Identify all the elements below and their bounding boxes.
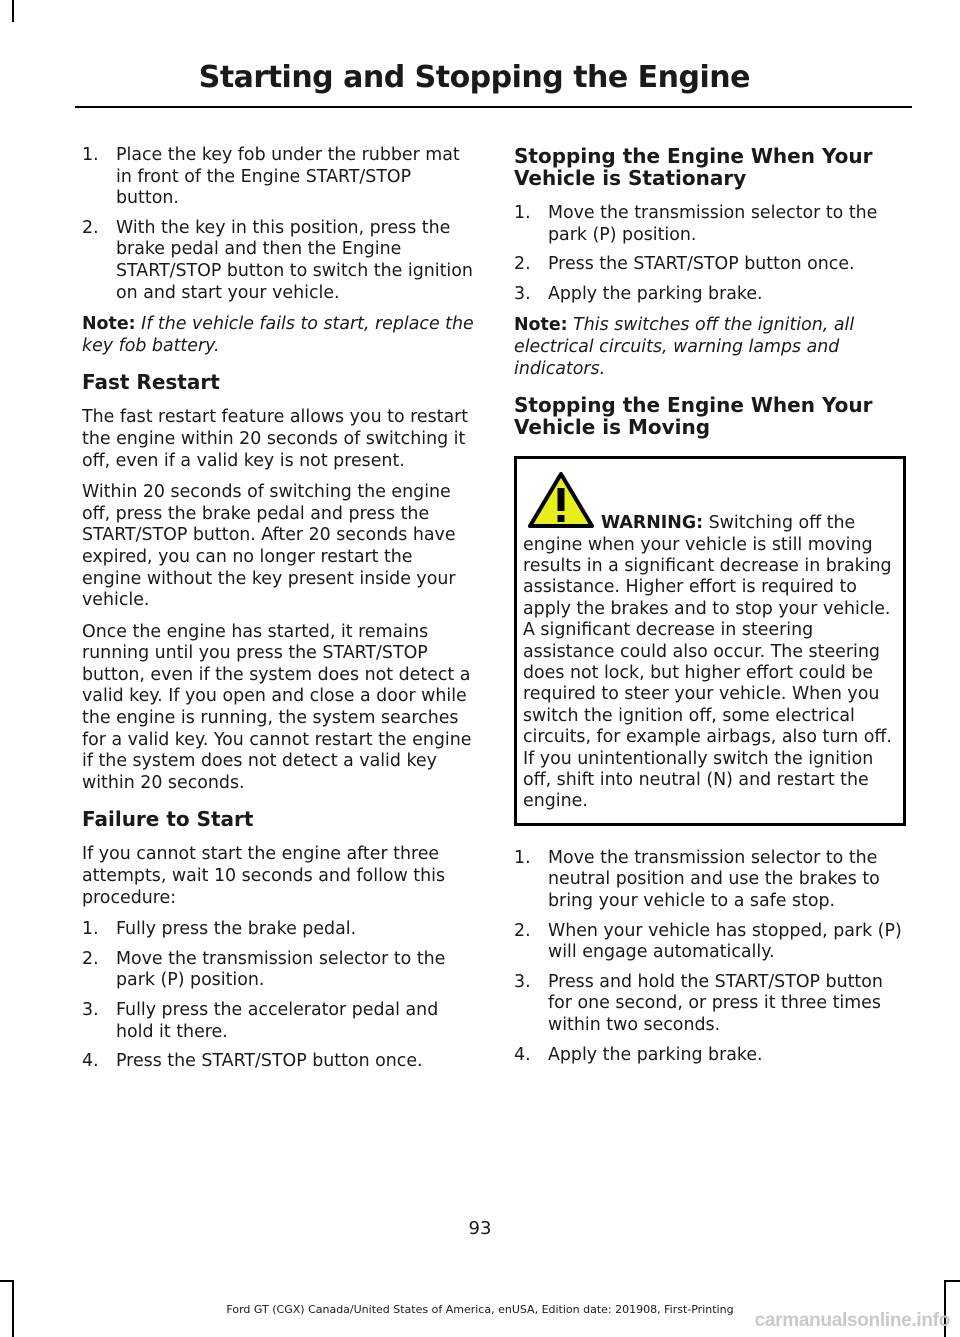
list-item: 3. Fully press the accelerator pedal and hold it there. bbox=[82, 1000, 439, 1042]
list-item: 1. Move the transmission selector to the park (P) position. bbox=[514, 203, 878, 245]
list-item: 1. Place the key fob under the rubber mat in front of the Engine START/STOP button. bbox=[82, 145, 460, 209]
list-item: 4. Apply the parking brake. bbox=[514, 1044, 763, 1065]
list-item: 3. Apply the parking brake. bbox=[514, 283, 763, 304]
right-column bbox=[514, 145, 906, 1076]
key-fob-steps bbox=[82, 145, 474, 304]
list-item: 2. With the key in this position, press the brake pedal and then the Engine START/STOP button to switch the ignition on and start your vehicle. bbox=[82, 217, 473, 303]
warning-label: WARNING: bbox=[601, 513, 704, 534]
heading-stopping-stationary: Stopping the Engine When Your Vehicle is Stationary bbox=[514, 144, 873, 190]
page-number: 93 bbox=[468, 1218, 492, 1239]
watermark: carmanualsonline.info bbox=[754, 1310, 950, 1331]
left-column bbox=[82, 145, 474, 1083]
heading-failure-to-start: Failure to Start bbox=[82, 807, 254, 832]
list-item: 2. When your vehicle has stopped, park (P) will engage automatically. bbox=[514, 920, 902, 963]
footer-edition: Ford GT (CGX) Canada/United States of America, enUSA, Edition date: 201908, First-Printing bbox=[226, 1303, 734, 1316]
list-item: 1. Fully press the brake pedal. bbox=[82, 919, 357, 940]
page-header-title: Starting and Stopping the Engine bbox=[198, 60, 750, 95]
fast-restart-paragraph-2: Within 20 seconds of switching the engine off, press the brake pedal and press the START/STOP button. After 20 seconds have expired, you can no longer restart the engine without the key present inside your vehicle. bbox=[82, 482, 456, 611]
note-stationary: Note: This switches off the ignition, all electrical circuits, warning lamps and indicators. bbox=[514, 315, 855, 379]
note-key-fob: Note: If the vehicle fails to start, replace the key fob battery. bbox=[82, 314, 474, 356]
list-item: 1. Move the transmission selector to the neutral position and use the brakes to bring your vehicle to a safe stop. bbox=[514, 847, 880, 912]
moving-steps bbox=[514, 848, 906, 1066]
warning-triangle-icon bbox=[527, 471, 595, 529]
failure-intro: If you cannot start the engine after three attempts, wait 10 seconds and follow this procedure: bbox=[82, 844, 446, 908]
list-item: 2. Press the START/STOP button once. bbox=[514, 254, 855, 275]
fast-restart-paragraph-1: The fast restart feature allows you to restart the engine within 20 seconds of switching it off, even if a valid key is not present. bbox=[82, 407, 469, 471]
list-item: 3. Press and hold the START/STOP button for one second, or press it three times within two seconds. bbox=[514, 971, 883, 1035]
warning-text: Switching off the engine when your vehicle is still moving results in a significant decrease in braking assistance. Higher effort is required to apply the brakes and to stop your vehicle. A significant decrease in steering assistance could also occur. The steering does not lock, but higher effort could be required to steer your vehicle. When you switch the ignition off, some electrical circuits, for example airbags, also turn off. If you unintentionally switch the ignition off, shift into neutral (N) and restart the engine. bbox=[523, 513, 892, 812]
crop-mark-top-left bbox=[12, 0, 14, 22]
fast-restart-paragraph-3: Once the engine has started, it remains running until you press the START/STOP button, even if the system does not detect a valid key. If you open and close a door while the engine is running, the system searches for a valid key. You cannot restart the engine if the system does not detect a valid key within 20 seconds. bbox=[82, 621, 472, 793]
warning-box bbox=[514, 456, 906, 826]
header-rule bbox=[75, 106, 912, 108]
heading-stopping-moving: Stopping the Engine When Your Vehicle is Moving bbox=[514, 393, 873, 440]
failure-steps bbox=[82, 919, 474, 1073]
list-item: 2. Move the transmission selector to the park (P) position. bbox=[82, 948, 446, 991]
heading-fast-restart: Fast Restart bbox=[82, 370, 220, 395]
stationary-steps bbox=[514, 203, 906, 305]
crop-mark-bottom-left-h bbox=[0, 1280, 14, 1282]
list-item: 4. Press the START/STOP button once. bbox=[82, 1051, 423, 1072]
crop-mark-bottom-right-h bbox=[944, 1280, 960, 1282]
